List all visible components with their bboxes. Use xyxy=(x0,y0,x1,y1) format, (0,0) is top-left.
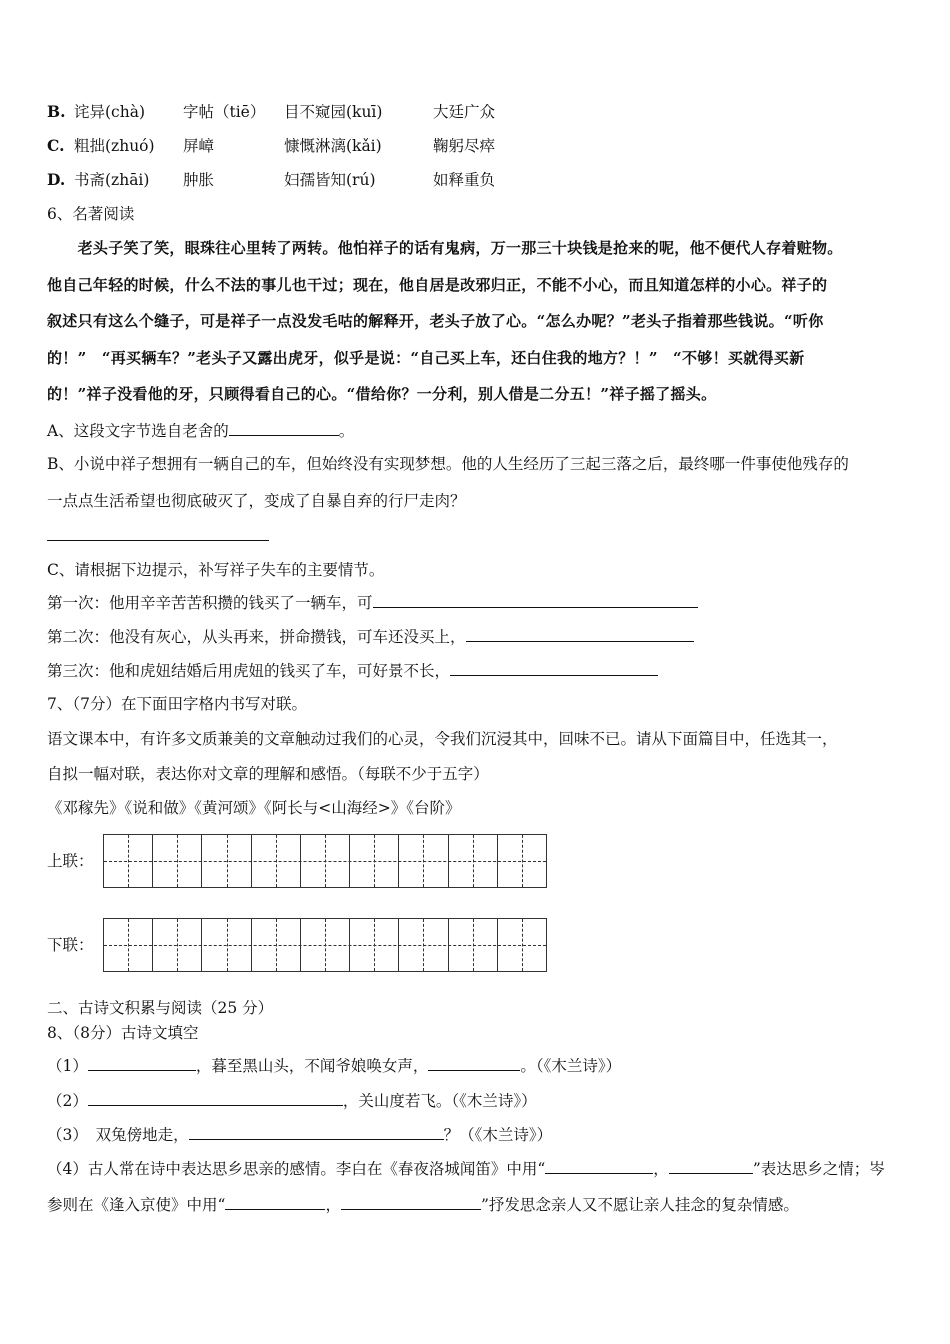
answer-blank[interactable] xyxy=(466,627,694,642)
q8-2 xyxy=(47,1091,537,1111)
q6-c: C、请根据下边提示，补写祥子失车的主要情节。 xyxy=(47,561,385,579)
option-d xyxy=(47,170,496,190)
answer-blank[interactable] xyxy=(450,661,658,676)
q6-a-text: A、这段文字节选自老舍的 xyxy=(47,422,229,440)
option-item: 书斋(zhāi) xyxy=(74,171,150,189)
q6-b-line2: 一点点生活希望也彻底破灭了，变成了自暴自弃的行尸走肉？ xyxy=(47,492,466,510)
q8-text: 参则在《逢入京使》中用“ xyxy=(47,1196,226,1214)
answer-blank[interactable] xyxy=(545,1159,653,1174)
q8-text: ”抒发思念亲人又不愿让亲人挂念的复杂情感。 xyxy=(480,1196,799,1214)
q8-title: 8、（8分）古诗文填空 xyxy=(47,1024,199,1042)
option-item: 肿胀 xyxy=(183,171,215,189)
option-letter: C. xyxy=(47,136,65,155)
option-item: 如释重负 xyxy=(433,171,496,189)
q8-text: ，关山度若飞。（《木兰诗》） xyxy=(342,1092,537,1110)
option-item: 粗拙(zhuó) xyxy=(74,137,155,155)
passage-line: 的！” “再买辆车？”老头子又露出虎牙，似乎是说：“自己买上车，还白住我的地方？！” “不够！买就得买新 xyxy=(47,349,805,367)
q6-first xyxy=(47,593,698,613)
q8-1 xyxy=(47,1056,621,1076)
q8-5 xyxy=(47,1195,799,1215)
q8-text: ？（《木兰诗》） xyxy=(443,1126,553,1144)
lower-couplet-grid[interactable] xyxy=(103,918,547,972)
option-item: 慷慨淋漓(kǎi) xyxy=(284,137,382,155)
q8-3 xyxy=(47,1125,552,1145)
option-letter: B. xyxy=(47,102,66,121)
passage-line: 叙述只有这么个缝子，可是祥子一点没发毛咕的解释开，老头子放了心。“怎么办呢？”老头子指着那些钱说。“听你 xyxy=(47,312,824,330)
q8-text: （2） xyxy=(47,1092,88,1110)
first-text: 第一次：他用辛辛苦苦积攒的钱买了一辆车，可 xyxy=(47,594,373,612)
q7-title: 7、（7分）在下面田字格内书写对联。 xyxy=(47,695,307,713)
second-text: 第二次：他没有灰心，从头再来，拼命攒钱，可车还没买上， xyxy=(47,628,466,646)
option-item: 大廷广众 xyxy=(433,103,496,121)
lower-label: 下联： xyxy=(47,936,94,954)
q6-a xyxy=(47,421,354,441)
option-c xyxy=(47,136,496,156)
answer-blank[interactable] xyxy=(229,421,339,436)
upper-label: 上联： xyxy=(47,852,94,870)
answer-blank[interactable] xyxy=(428,1056,520,1071)
q8-text: ”表达思乡之情；岑 xyxy=(752,1160,885,1178)
q8-text: ， xyxy=(325,1196,341,1214)
q8-text: 。（《木兰诗》） xyxy=(520,1057,622,1075)
answer-blank[interactable] xyxy=(189,1125,444,1140)
answer-blank[interactable] xyxy=(669,1159,753,1174)
q6-third xyxy=(47,661,658,681)
third-text: 第三次：他和虎妞结婚后用虎妞的钱买了车，可好景不长， xyxy=(47,662,451,680)
option-item: 妇孺皆知(rú) xyxy=(284,171,376,189)
q6-title: 6、名著阅读 xyxy=(47,205,135,223)
answer-blank[interactable] xyxy=(373,593,698,608)
passage-line: 的！”祥子没看他的牙，只顾得看自己的心。“借给你？一分利，别人借是二分五！”祥子摇了摇头。 xyxy=(47,385,717,403)
answer-blank[interactable] xyxy=(88,1056,196,1071)
answer-blank[interactable] xyxy=(47,540,269,541)
q7-books: 《邓稼先》《说和做》《黄河颂》《阿长与<山海经>》《台阶》 xyxy=(47,799,461,817)
q7-line1: 语文课本中，有许多文质兼美的文章触动过我们的心灵，令我们沉浸其中，回味不已。请从下面篇目中，任选其一， xyxy=(47,730,838,748)
q7-line2: 自拟一幅对联，表达你对文章的理解和感悟。（每联不少于五字） xyxy=(47,765,489,783)
passage-line: 他自己年轻的时候，什么不法的事儿也干过；现在，他自居是改邪归正，不能不小心，而且知道怎样的小心。祥子的 xyxy=(47,276,828,294)
q6-second xyxy=(47,627,694,647)
q8-4 xyxy=(47,1159,885,1179)
passage-line: 老头子笑了笑，眼珠往心里转了两转。他怕祥子的话有鬼病，万一那三十块钱是抢来的呢，他不便代人存着赃物。 xyxy=(47,239,843,257)
option-item: 字帖（tiē） xyxy=(183,103,266,121)
q6-b-line1: B、小说中祥子想拥有一辆自己的车，但始终没有实现梦想。他的人生经历了三起三落之后，最终哪一件事使他残存的 xyxy=(47,455,849,473)
answer-blank[interactable] xyxy=(341,1195,481,1210)
q8-text: ， xyxy=(653,1160,669,1178)
upper-couplet-grid[interactable] xyxy=(103,834,547,888)
q8-text: （3） 双兔傍地走， xyxy=(47,1126,189,1144)
option-item: 鞠躬尽瘁 xyxy=(433,137,496,155)
q6-a-end: 。 xyxy=(338,422,355,440)
answer-blank[interactable] xyxy=(88,1091,343,1106)
option-letter: D. xyxy=(47,170,66,189)
q8-text: （4）古人常在诗中表达思乡思亲的感情。李白在《春夜洛城闻笛》中用“ xyxy=(47,1160,546,1178)
option-b xyxy=(47,102,496,122)
option-item: 诧异(chà) xyxy=(74,103,145,121)
option-item: 屏嶂 xyxy=(183,137,215,155)
answer-blank[interactable] xyxy=(225,1195,325,1210)
option-item: 目不窥园(kuī) xyxy=(284,103,383,121)
q8-text: ，暮至黑山头，不闻爷娘唤女声， xyxy=(195,1057,429,1075)
q8-text: （1） xyxy=(47,1057,88,1075)
section-2-title: 二、古诗文积累与阅读（25 分） xyxy=(47,999,274,1017)
